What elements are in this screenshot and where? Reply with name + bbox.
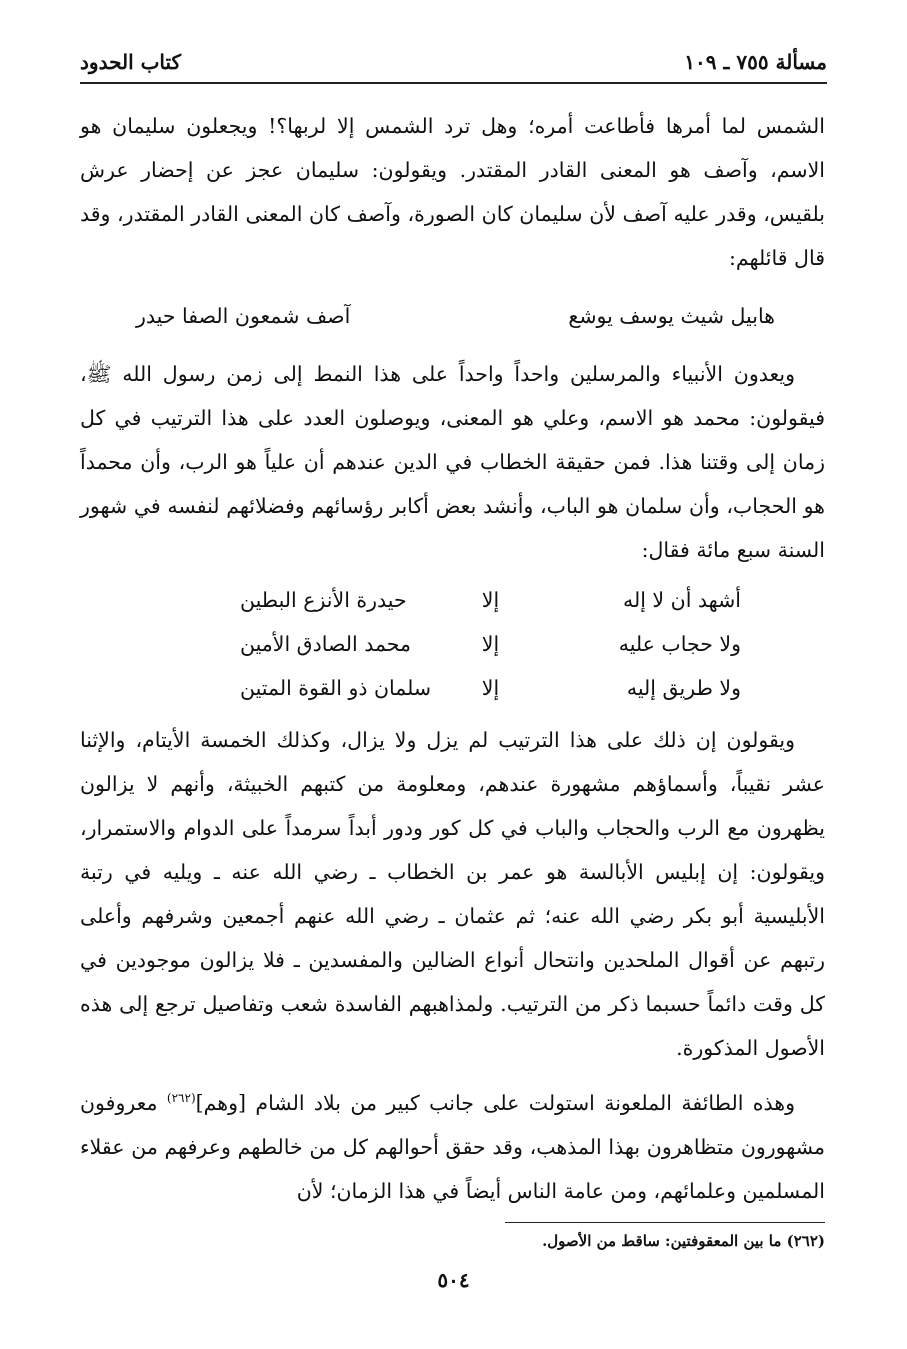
verse-line-1 (136, 294, 775, 338)
verse-row (240, 666, 741, 710)
verse-part-a: ولا طريق إليه (626, 676, 741, 700)
running-header (80, 42, 827, 84)
paragraph-4-start: وهذه الطائفة الملعونة استولت على جانب كبير من بلاد الشام [وهم] (195, 1090, 796, 1115)
verse-1-left-hemistich: آصف شمعون الصفا حيدر (136, 304, 351, 328)
verse-block-2 (240, 578, 741, 710)
verse-part-c: حيدرة الأنزع البطين (240, 588, 407, 612)
verse-part-c: سلمان ذو القوة المتين (240, 676, 432, 700)
paragraph-2: ويعدون الأنبياء والمرسلين واحداً واحداً على هذا النمط إلى زمن رسول الله ﷺ، فيقولون: محمد هو الاسم، وعلي هو المعنى، ويوصلون العدد على هذا الترتيب في كل زمان إلى وقتنا هذا. فمن حقيقة الخطاب في الدين عندهم أن علياً هو الرب، وأن محمداً هو الحجاب، وأن سلمان هو الباب، وأنشد بعض أكابر رؤسائهم وفضلائهم لنفسه في شهور السنة سبع مائة فقال: (80, 362, 825, 562)
verse-1-right-hemistich: هابيل شيث يوسف يوشع (568, 304, 775, 328)
verse-row (240, 622, 741, 666)
paragraph-1: الشمس لما أمرها فأطاعت أمره؛ وهل ترد الشمس إلا لربها؟! ويجعلون سليمان هو الاسم، وآصف هو المعنى القادر المقتدر. ويقولون: سليمان عجز عن إحضار عرش بلقيس، وقدر عليه آصف لأن سليمان كان الصورة، وآصف كان المعنى القادر المقتدر، وقد قال قائلهم: (80, 114, 825, 270)
verse-part-c: محمد الصادق الأمين (240, 632, 412, 656)
paragraph-4 (80, 1076, 825, 1213)
verse-part-a: أشهد أن لا إله (622, 588, 741, 612)
footnote-reference[interactable]: (٢٦٢) (166, 1091, 196, 1105)
header-book-title: كتاب الحدود (80, 50, 182, 74)
footnote: (٢٦٢) ما بين المعقوفتين: ساقط من الأصول. (542, 1232, 825, 1250)
verse-part-b: إلا (481, 632, 500, 656)
verse-part-b: إلا (481, 588, 500, 612)
verse-part-a: ولا حجاب عليه (618, 632, 741, 656)
verse-row (240, 578, 741, 622)
header-issue-number: مسألة ٧٥٥ ـ ١٠٩ (684, 50, 827, 74)
main-text (80, 104, 825, 1213)
page-number: ٥٠٤ (437, 1268, 470, 1292)
verse-part-b: إلا (481, 676, 500, 700)
paragraph-4-rest: معروفون مشهورون متظاهرون بهذا المذهب، وقد حقق أحوالهم كل من خالطهم وعرفهم من عقلاء المسلمين وعلمائهم، ومن عامة الناس أيضاً في هذا الزمان؛ لأن (80, 1090, 825, 1203)
paragraph-3: ويقولون إن ذلك على هذا الترتيب لم يزل ولا يزال، وكذلك الخمسة الأيتام، والإثنا عشر نقيباً، وأسماؤهم مشهورة عندهم، ومعلومة من كتبهم الخبيثة، وأنهم لا يزالون يظهرون مع الرب والحجاب والباب في كل كور ودور أبداً سرمداً على الدوام والاستمرار، ويقولون: إن إبليس الأبالسة هو عمر بن الخطاب ـ رضي الله عنه ـ ويليه في رتبة الأبليسية أبو بكر رضي الله عنه؛ ثم عثمان ـ رضي الله عنهم أجمعين وشرفهم وأعلى رتبهم عن أقوال الملحدين وانتحال أنواع الضالين والمفسدين ـ فلا يزالون موجودين في كل وقت دائماً حسبما ذكر من الترتيب. ولمذاهبهم الفاسدة شعب وتفاصيل ترجع إلى هذه الأصول المذكورة. (80, 728, 825, 1060)
footnote-divider (505, 1222, 825, 1223)
